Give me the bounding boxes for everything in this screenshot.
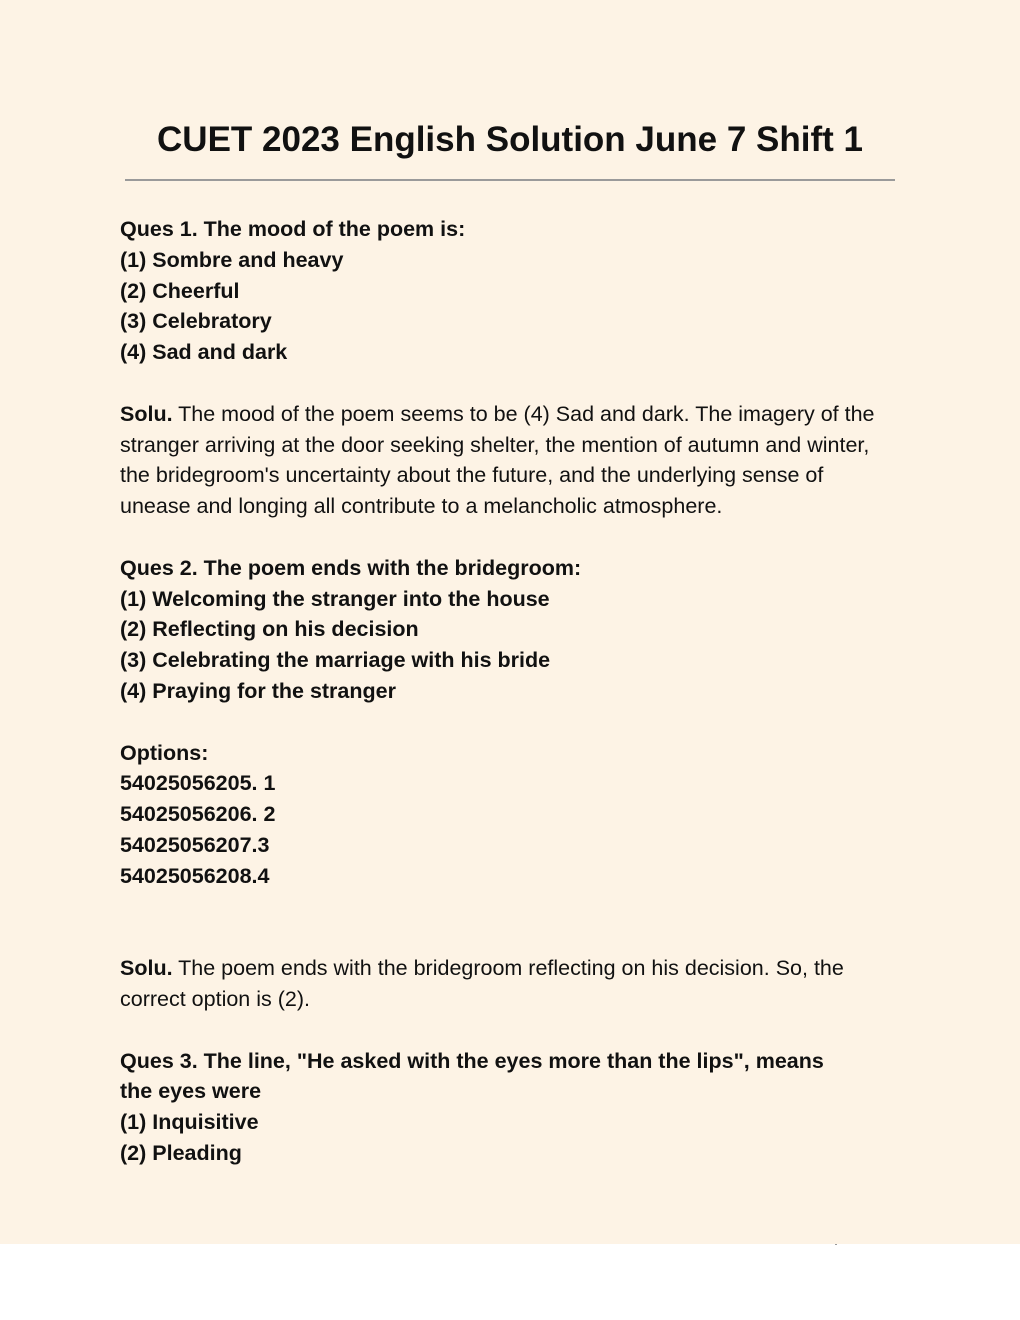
answer-option: (3) Celebrating the marriage with his bride <box>120 648 551 673</box>
title-divider <box>125 179 895 181</box>
question-text-continued: the eyes were <box>120 1079 262 1104</box>
answer-option: (3) Celebratory <box>120 309 272 334</box>
option-id: 54025056208.4 <box>120 863 270 888</box>
solution-text: The poem ends with the bridegroom reflecting on his decision. So, the correct option is (2). <box>120 956 844 1011</box>
answer-option: (2) Pleading <box>120 1140 242 1165</box>
answer-option: (1) Sombre and heavy <box>120 247 344 272</box>
solution-label: Solu. <box>120 401 173 426</box>
solution-label: Solu. <box>120 956 173 981</box>
option-id: 54025056207.3 <box>120 832 270 857</box>
question-text: Ques 3. The line, "He asked with the eyes more than the lips", means <box>120 1048 824 1073</box>
question-3 <box>120 1046 890 1169</box>
answer-option: (4) Sad and dark <box>120 340 288 365</box>
question-2 <box>120 553 890 707</box>
option-id: 54025056205. 1 <box>120 771 276 796</box>
answer-option: (1) Inquisitive <box>120 1110 259 1135</box>
document-content <box>120 214 890 1169</box>
page-edge-mark <box>835 1244 837 1245</box>
question-1 <box>120 214 890 368</box>
question-text: Ques 2. The poem ends with the bridegroom: <box>120 555 582 580</box>
options-header: Options: <box>120 740 209 765</box>
option-id: 54025056206. 2 <box>120 802 276 827</box>
option-ids-2 <box>120 738 890 892</box>
answer-option: (1) Welcoming the stranger into the house <box>120 586 550 611</box>
question-text: Ques 1. The mood of the poem is: <box>120 217 466 241</box>
solution-2 <box>120 953 890 1015</box>
solution-1 <box>120 399 890 522</box>
page-title: CUET 2023 English Solution June 7 Shift 1 <box>157 120 863 159</box>
solution-text: The mood of the poem seems to be (4) Sad and dark. The imagery of the stranger arriving at the door seeking shelter, the mention of autumn and winter, the bridegroom's uncertainty about the future, and the underlying sense of unease and longing all contribute to a melancholic atmosphere. <box>120 401 875 519</box>
answer-option: (2) Cheerful <box>120 278 240 303</box>
answer-option: (2) Reflecting on his decision <box>120 617 419 642</box>
answer-option: (4) Praying for the stranger <box>120 678 396 703</box>
